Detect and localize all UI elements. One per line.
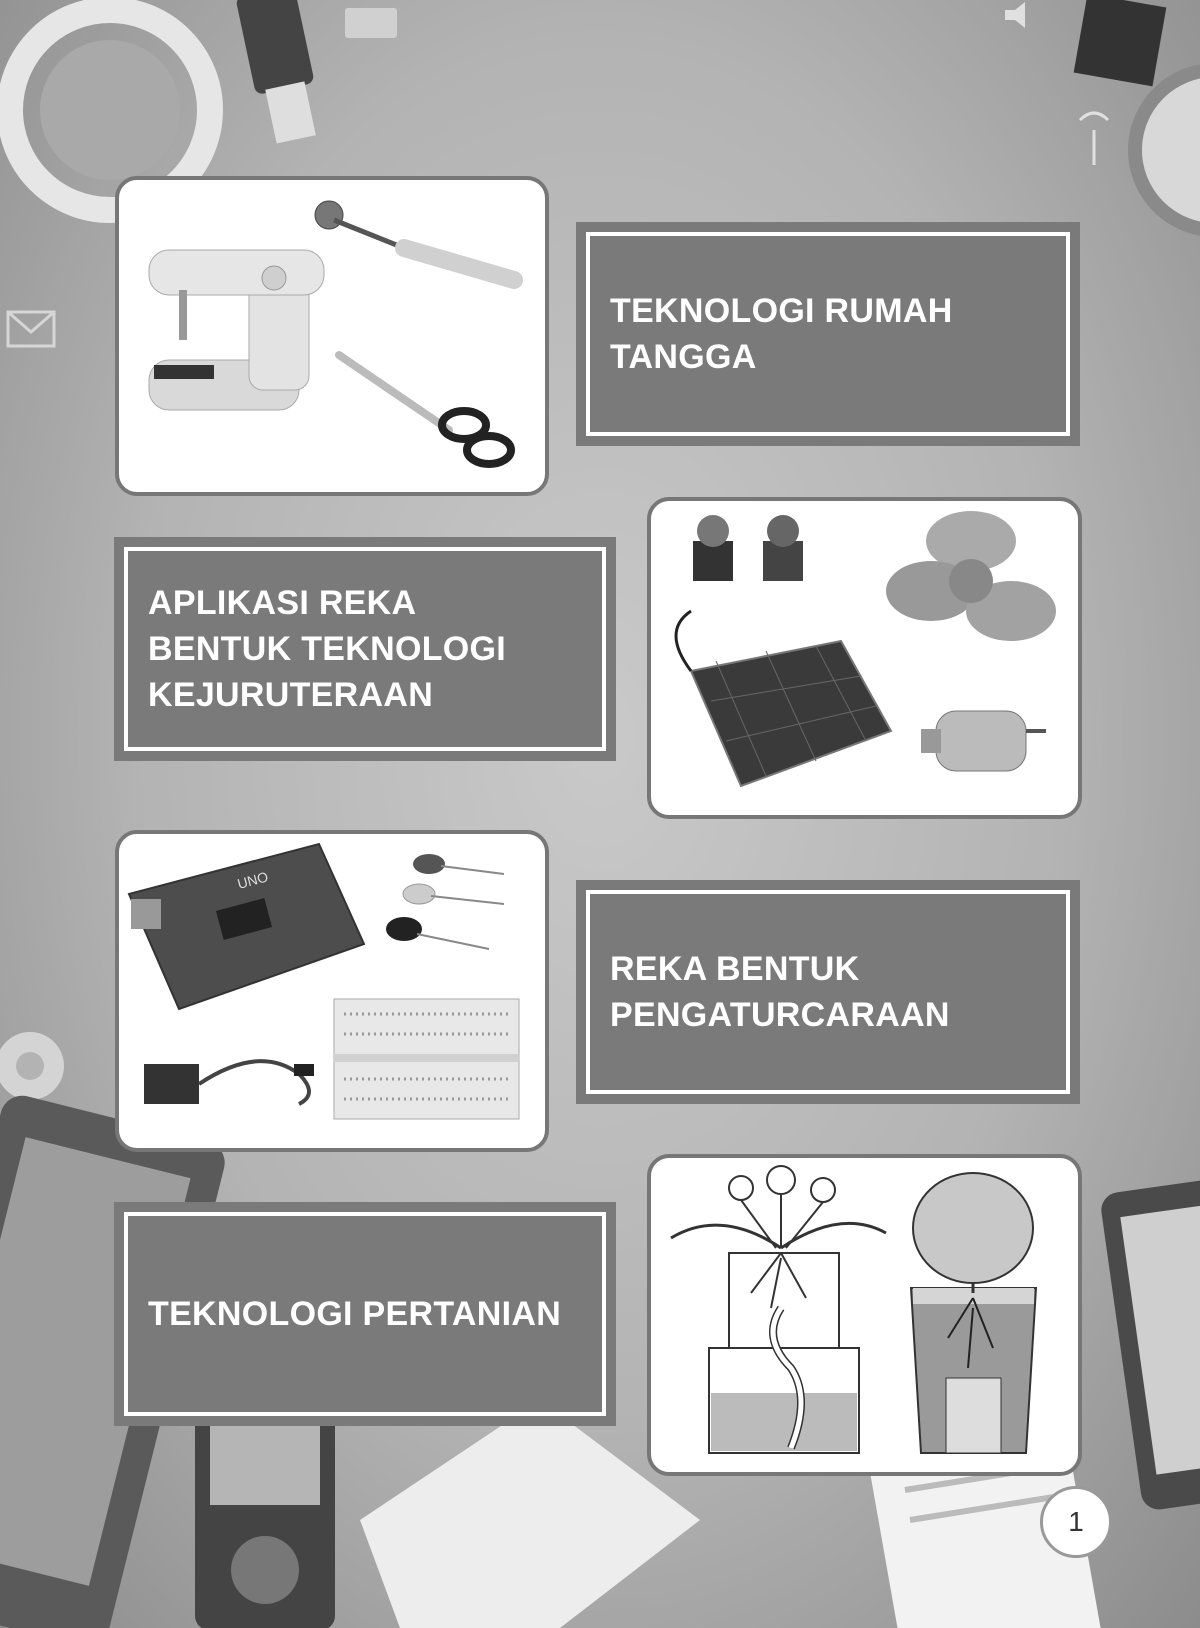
section-title-box-home-technology <box>576 222 1080 446</box>
section-title: TEKNOLOGI RUMAH TANGGA <box>610 292 953 376</box>
page-number: 1 <box>1040 1486 1112 1558</box>
battery-icon <box>345 8 397 38</box>
plant-pots-illustration <box>651 1158 1078 1472</box>
section-title-box-engineering <box>114 537 616 761</box>
servo-motor-icon <box>144 1061 314 1104</box>
self-watering-pot-plant-icon <box>911 1173 1036 1453</box>
sewing-machine-icon <box>149 250 324 410</box>
section-title-box-programming <box>576 880 1080 1104</box>
led-icon <box>386 854 504 949</box>
section-title-box-agriculture <box>114 1202 616 1426</box>
usb-stick-icon <box>235 0 314 95</box>
breadboard-icon <box>334 999 519 1119</box>
tracing-wheel-icon <box>315 201 514 280</box>
engineering-components-illustration <box>651 501 1078 815</box>
push-button-icon <box>693 515 803 581</box>
scissors-icon <box>339 355 511 464</box>
image-card-engineering <box>647 497 1082 819</box>
section-title: TEKNOLOGI PERTANIAN <box>148 1295 562 1333</box>
board-label: UNO <box>235 868 270 892</box>
speaker-icon <box>1005 2 1025 28</box>
section-title: APLIKASI REKA BENTUK TEKNOLOGI KEJURUTERAAN <box>148 584 507 714</box>
wick-pot-plant-icon <box>671 1166 886 1453</box>
solar-panel-icon <box>676 611 891 786</box>
sd-card-icon <box>1074 0 1167 86</box>
arduino-uno-board-icon <box>129 844 364 1009</box>
home-tools-illustration <box>119 180 545 492</box>
section-title: REKA BENTUK PENGATURCARAAN <box>610 950 950 1034</box>
programming-components-illustration <box>119 834 545 1148</box>
image-card-programming <box>115 830 549 1152</box>
image-card-home-technology <box>115 176 549 496</box>
dc-motor-icon <box>921 711 1046 771</box>
image-card-agriculture <box>647 1154 1082 1476</box>
fan-icon <box>886 511 1056 641</box>
